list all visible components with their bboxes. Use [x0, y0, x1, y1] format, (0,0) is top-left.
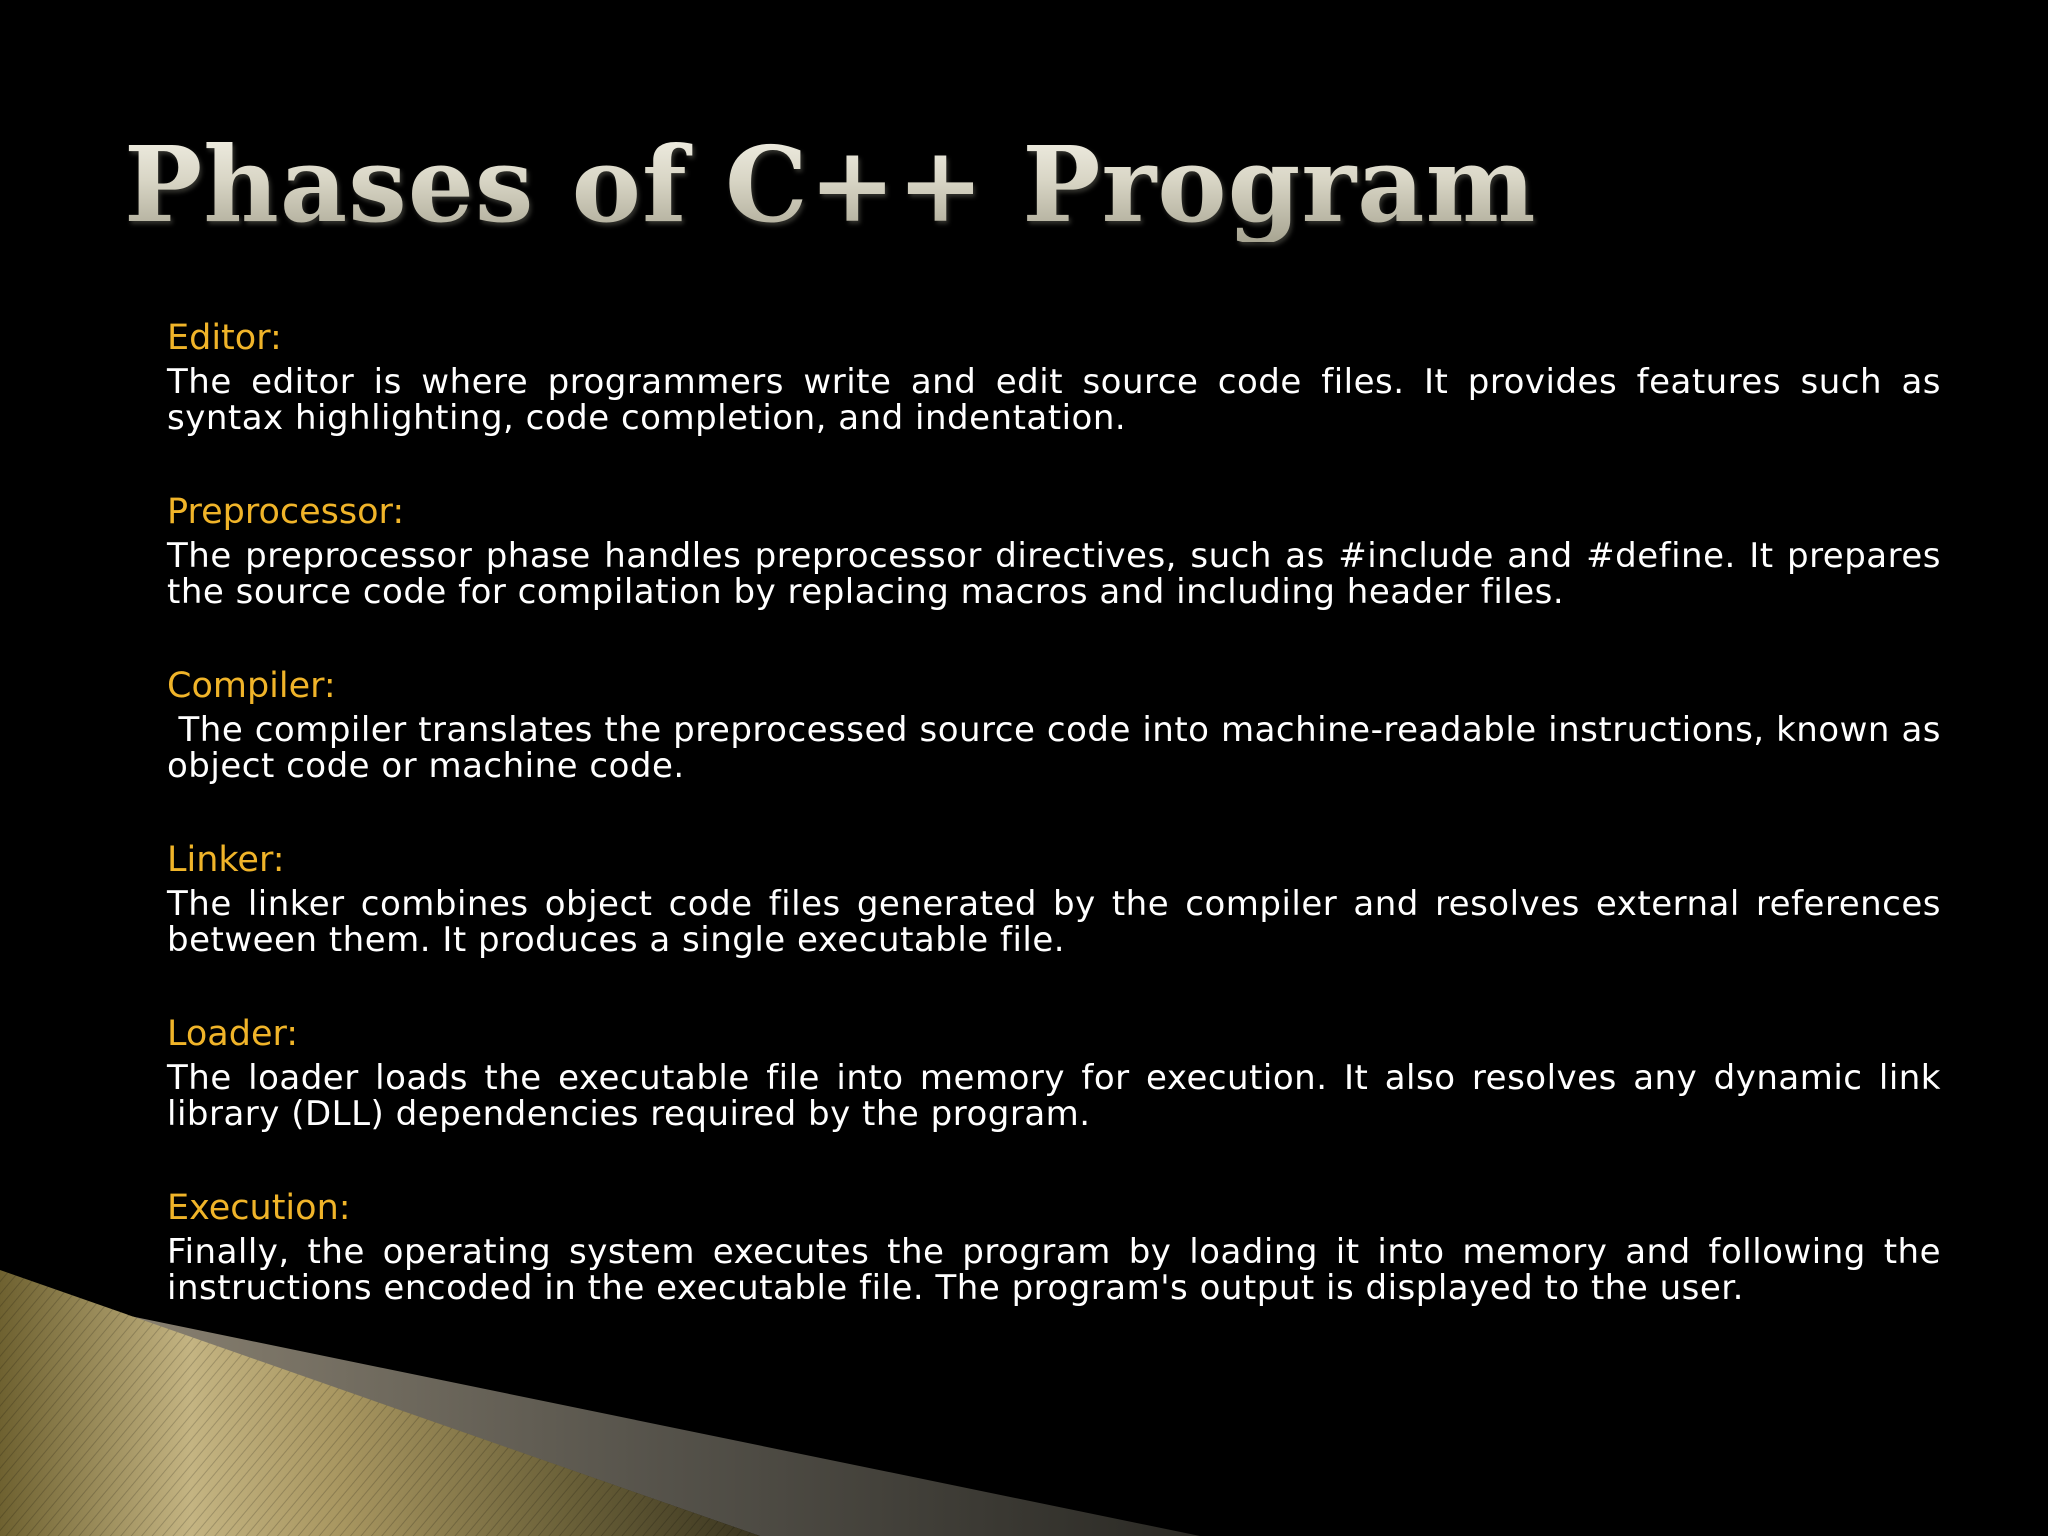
phase-description: The loader loads the executable file into memory for execution. It also resolves any dynamic link library (DLL) dependencies required by the program. [167, 1058, 1941, 1134]
phase-compiler [167, 662, 1953, 786]
phase-loader [167, 1010, 1941, 1132]
phase-preprocessor [167, 488, 1941, 610]
phase-heading: Linker: [167, 840, 285, 880]
decorative-swoosh [0, 1256, 2048, 1536]
phase-heading: Loader: [167, 1014, 299, 1054]
phase-description: The preprocessor phase handles preprocessor directives, such as #include and #define. It prepares the source code for compilation by replacing macros and including header files. [167, 536, 1941, 612]
phases-list [167, 314, 1953, 1358]
phase-description: Finally, the operating system executes the program by loading it into memory and following the instructions encoded in the executable file. The program's output is displayed to the user. [167, 1232, 1941, 1308]
slide-title: Phases of C++ Program [124, 123, 1537, 246]
phase-editor [167, 314, 1941, 436]
phase-heading: Execution: [167, 1188, 351, 1228]
phase-heading: Preprocessor: [167, 492, 405, 532]
phase-description: The compiler translates the preprocessed source code into machine-readable instructions, known as object code or machine code. [167, 710, 1953, 786]
phase-heading: Compiler: [167, 666, 336, 706]
phase-heading: Editor: [167, 318, 282, 358]
phase-description: The editor is where programmers write and edit source code files. It provides features such as syntax highlighting, code completion, and indentation. [167, 362, 1941, 438]
phase-linker [167, 836, 1941, 958]
phase-description: The linker combines object code files generated by the compiler and resolves external references between them. It produces a single executable file. [167, 884, 1941, 960]
